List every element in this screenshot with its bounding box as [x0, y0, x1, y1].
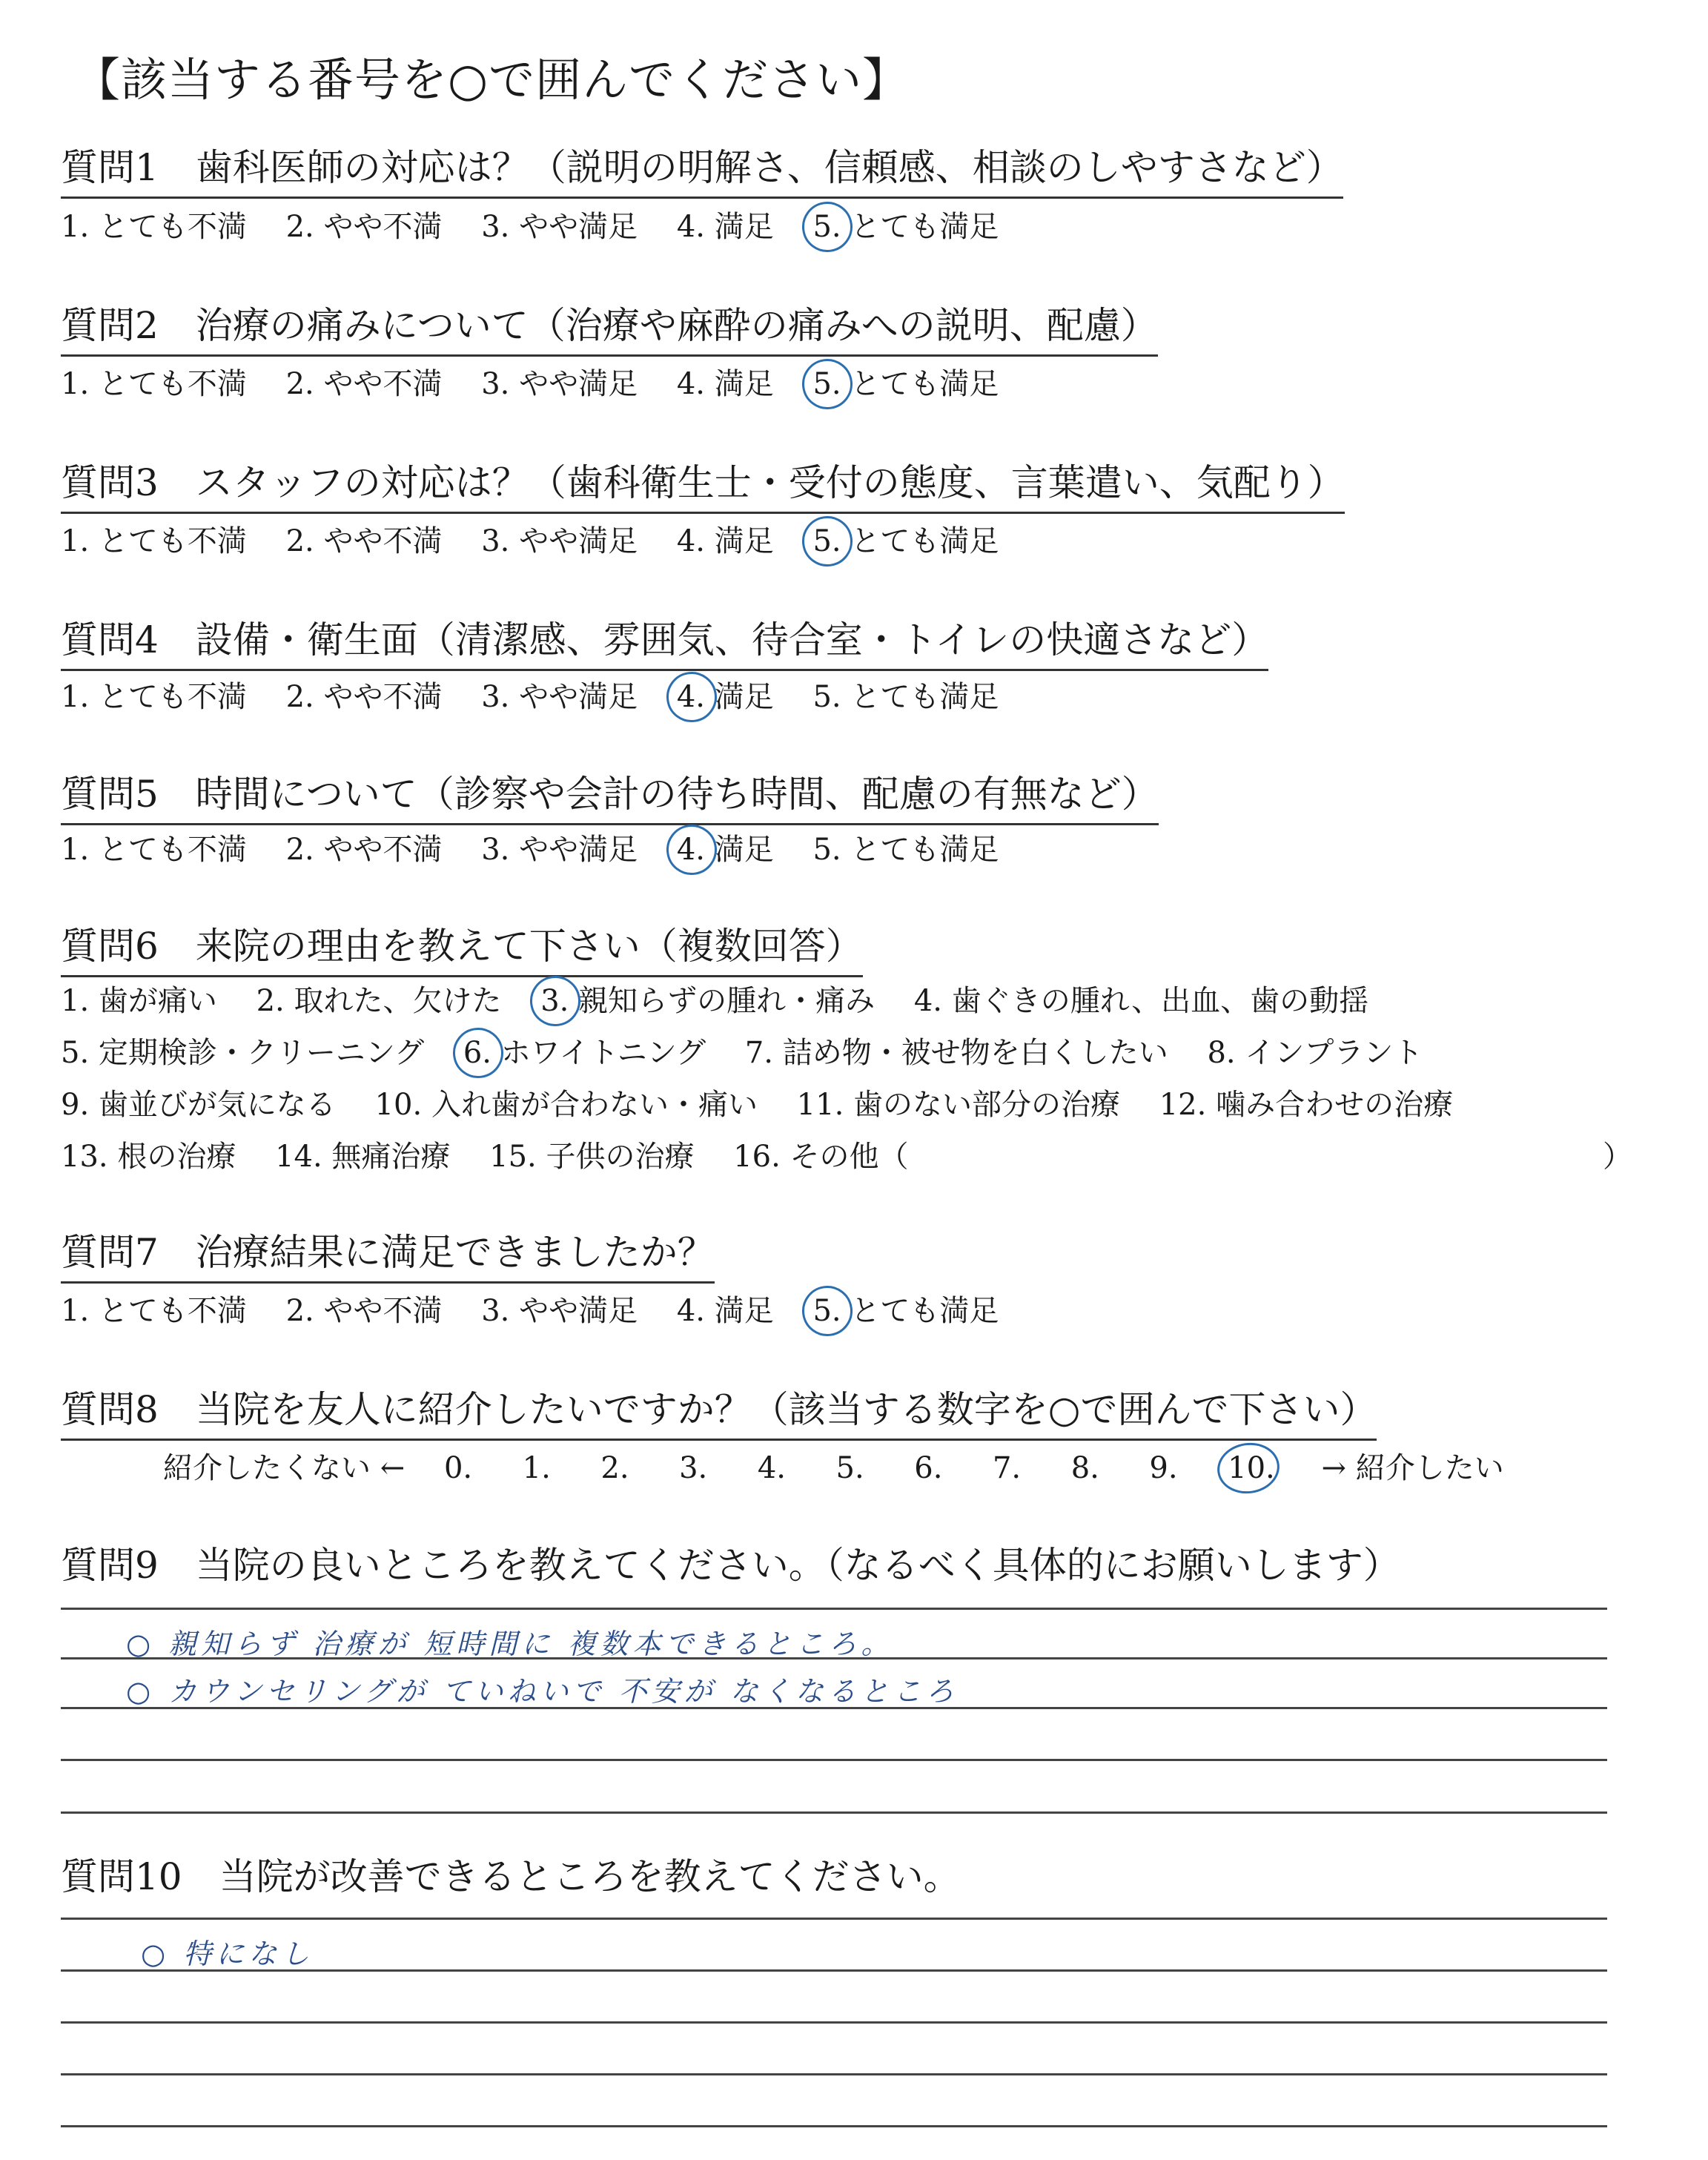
option-1[interactable]: 1. とても不満	[61, 524, 247, 558]
option-2[interactable]: 2. やや不満	[285, 210, 443, 244]
reason-14-label[interactable]: 無痛治療	[331, 1140, 451, 1174]
option-5[interactable]: 5. とても満足	[812, 833, 999, 867]
reason-2-num[interactable]: 2.	[256, 984, 285, 1018]
reason-10-num[interactable]: 10.	[374, 1088, 423, 1122]
reason-13-label[interactable]: 根の治療	[117, 1140, 236, 1174]
scale-2[interactable]: 2.	[600, 1451, 629, 1485]
option-3[interactable]: 3. やや満足	[481, 367, 638, 401]
option-4[interactable]: 4. 満足	[676, 524, 774, 558]
option-4-circled[interactable]: 4. 満足	[677, 676, 774, 718]
question-7-title: 質問7 治療結果に満足できましたか？	[61, 1229, 715, 1284]
referral-scale	[163, 1447, 1504, 1489]
question-9	[61, 1542, 1400, 1588]
reasons-row-1	[61, 980, 1398, 1022]
option-3[interactable]: 3. やや満足	[481, 524, 638, 558]
answer-line	[61, 1608, 1607, 1610]
reasons-row-4	[61, 1136, 1632, 1178]
reason-1-label[interactable]: 歯が痛い	[98, 984, 217, 1018]
reasons-row-2	[61, 1032, 1452, 1074]
close-paren: ）	[1603, 1140, 1632, 1174]
question-5	[61, 771, 1159, 825]
option-1[interactable]: 1. とても不満	[61, 210, 247, 244]
question-5-title: 質問5 時間について（診察や会計の待ち時間、配慮の有無など）	[61, 771, 1159, 825]
option-3[interactable]: 3. やや満足	[481, 833, 638, 867]
question-4-options	[61, 676, 1028, 718]
reason-15-label[interactable]: 子供の治療	[546, 1140, 695, 1174]
reason-11-num[interactable]: 11.	[796, 1088, 844, 1122]
scale-1[interactable]: 1.	[522, 1451, 551, 1485]
question-6-title: 質問6 来院の理由を教えて下さい（複数回答）	[61, 923, 863, 977]
option-5[interactable]: 5. とても満足	[812, 680, 999, 714]
reason-3-label[interactable]: 親知らずの腫れ・痛み	[578, 984, 875, 1018]
question-9-title: 質問9 当院の良いところを教えてください。（なるべく具体的にお願いします）	[61, 1544, 1400, 1587]
reason-8-num[interactable]: 8.	[1207, 1036, 1236, 1070]
form-header: 【該当する番号を○で囲んでください】	[74, 53, 910, 107]
question-7-options	[61, 1290, 1028, 1332]
scale-3[interactable]: 3.	[679, 1451, 708, 1485]
reason-7-label[interactable]: 詰め物・被せ物を白くしたい	[782, 1036, 1168, 1070]
reason-1-num[interactable]: 1.	[61, 984, 90, 1018]
reason-4-num[interactable]: 4.	[913, 984, 942, 1018]
reason-8-label[interactable]: インプラント	[1245, 1036, 1423, 1070]
reasons-row-3	[61, 1084, 1483, 1126]
scale-5[interactable]: 5.	[835, 1451, 864, 1485]
reason-16-num[interactable]: 16.	[733, 1140, 781, 1174]
question-1-title: 質問1 歯科医師の対応は？（説明の明解さ、信頼感、相談のしやすさなど）	[61, 145, 1343, 199]
option-2[interactable]: 2. やや不満	[285, 367, 443, 401]
option-3[interactable]: 3. やや満足	[481, 210, 638, 244]
reason-12-num[interactable]: 12.	[1159, 1088, 1207, 1122]
reason-2-label[interactable]: 取れた、欠けた	[294, 984, 502, 1018]
reason-10-label[interactable]: 入れ歯が合わない・痛い	[431, 1088, 758, 1122]
option-5-circled[interactable]: 5. とても満足	[812, 206, 999, 248]
question-8-title: 質問8 当院を友人に紹介したいですか？（該当する数字を○で囲んで下さい）	[61, 1387, 1377, 1441]
reason-13-num[interactable]: 13.	[61, 1140, 108, 1174]
question-5-options	[61, 829, 1028, 871]
question-2	[61, 303, 1158, 357]
reason-14-num[interactable]: 14.	[275, 1140, 322, 1174]
question-8	[61, 1387, 1377, 1441]
option-4-circled[interactable]: 4. 満足	[677, 829, 774, 871]
reason-6-num-circled[interactable]: 6.	[463, 1032, 491, 1074]
question-1-options	[61, 206, 1028, 248]
reason-5-label[interactable]: 定期検診・クリーニング	[98, 1036, 425, 1070]
scale-4[interactable]: 4.	[757, 1451, 786, 1485]
option-4[interactable]: 4. 満足	[676, 1294, 774, 1328]
reason-6-label[interactable]: ホワイトニング	[500, 1036, 706, 1070]
scale-right-label: → 紹介したい	[1321, 1451, 1504, 1485]
option-1[interactable]: 1. とても不満	[61, 367, 247, 401]
scale-8[interactable]: 8.	[1070, 1451, 1099, 1485]
scale-6[interactable]: 6.	[914, 1451, 943, 1485]
reason-7-num[interactable]: 7.	[744, 1036, 773, 1070]
question-6	[61, 923, 863, 977]
scale-10-circled[interactable]: 10.	[1228, 1447, 1275, 1489]
option-2[interactable]: 2. やや不満	[285, 833, 443, 867]
scale-0[interactable]: 0.	[443, 1451, 473, 1485]
answer-line	[61, 2021, 1607, 2024]
option-1[interactable]: 1. とても不満	[61, 680, 247, 714]
option-5-circled[interactable]: 5. とても満足	[812, 1290, 999, 1332]
answer-line	[61, 2125, 1607, 2127]
option-2[interactable]: 2. やや不満	[285, 680, 443, 714]
question-7	[61, 1229, 715, 1284]
answer-line	[61, 1811, 1607, 1814]
option-4[interactable]: 4. 満足	[676, 210, 774, 244]
reason-16-label[interactable]: その他（	[790, 1140, 909, 1174]
question-2-title: 質問2 治療の痛みについて（治療や麻酔の痛みへの説明、配慮）	[61, 303, 1158, 357]
q9-answer-line-1[interactable]: ○ 親知らず 治療が 短時間に 複数本できるところ。	[126, 1628, 894, 1660]
option-3[interactable]: 3. やや満足	[481, 680, 638, 714]
option-5-circled[interactable]: 5. とても満足	[812, 521, 999, 562]
question-10-title: 質問10 当院が改善できるところを教えてください。	[61, 1855, 961, 1898]
reason-3-num-circled[interactable]: 3.	[540, 980, 569, 1022]
question-4	[61, 617, 1268, 671]
scale-9[interactable]: 9.	[1149, 1451, 1178, 1485]
question-2-options	[61, 363, 1028, 405]
question-4-title: 質問4 設備・衛生面（清潔感、雰囲気、待合室・トイレの快適さなど）	[61, 617, 1268, 671]
option-1[interactable]: 1. とても不満	[61, 833, 247, 867]
scale-7[interactable]: 7.	[992, 1451, 1022, 1485]
question-10	[61, 1854, 961, 1900]
reason-5-num[interactable]: 5.	[61, 1036, 90, 1070]
reason-15-num[interactable]: 15.	[489, 1140, 537, 1174]
option-4[interactable]: 4. 満足	[676, 367, 774, 401]
answer-line	[61, 1918, 1607, 1920]
option-2[interactable]: 2. やや不満	[285, 1294, 443, 1328]
option-2[interactable]: 2. やや不満	[285, 524, 443, 558]
question-3-title: 質問3 スタッフの対応は？（歯科衛生士・受付の態度、言葉遣い、気配り）	[61, 460, 1345, 514]
reason-9-label[interactable]: 歯並びが気になる	[98, 1088, 336, 1122]
option-5-circled[interactable]: 5. とても満足	[812, 363, 999, 405]
reason-11-label[interactable]: 歯のない部分の治療	[853, 1088, 1121, 1122]
option-1[interactable]: 1. とても不満	[61, 1294, 247, 1328]
reason-9-num[interactable]: 9.	[61, 1088, 90, 1122]
question-1	[61, 145, 1343, 199]
answer-line	[61, 1759, 1607, 1761]
option-3[interactable]: 3. やや満足	[481, 1294, 638, 1328]
answer-line	[61, 2073, 1607, 2075]
scale-left-label: 紹介したくない ←	[163, 1451, 406, 1485]
question-3	[61, 460, 1345, 514]
q10-answer-line-1[interactable]: ○ 特になし	[141, 1938, 314, 1970]
reason-4-label[interactable]: 歯ぐきの腫れ、出血、歯の動揺	[951, 984, 1369, 1018]
q9-answer-line-2[interactable]: ○ カウンセリングが ていねいで 不安が なくなるところ	[126, 1675, 959, 1708]
reason-12-label[interactable]: 噛み合わせの治療	[1216, 1088, 1454, 1122]
question-3-options	[61, 521, 1028, 562]
